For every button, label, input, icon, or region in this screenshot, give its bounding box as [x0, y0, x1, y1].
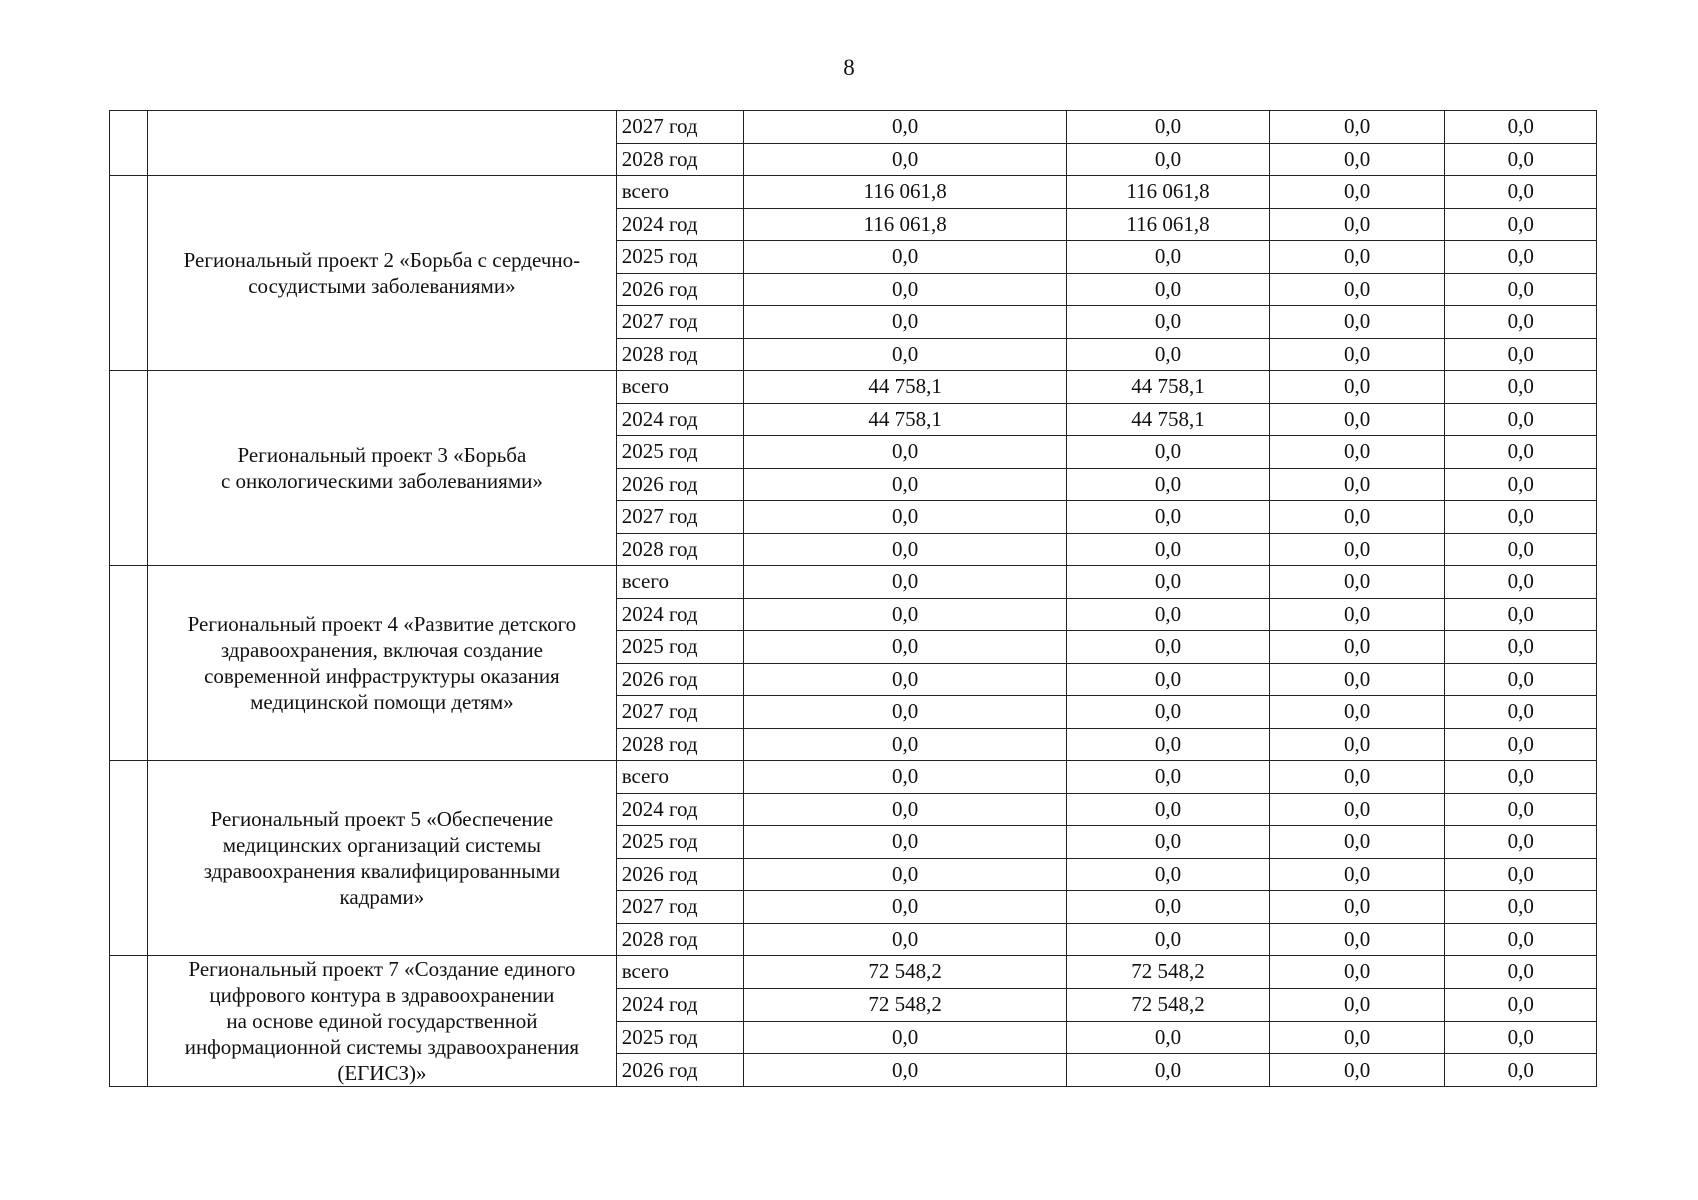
value-cell: 0,0 [1445, 143, 1597, 176]
table-row [110, 371, 1597, 404]
row-number-cell [110, 956, 148, 1087]
period-cell: 2027 год [616, 306, 743, 339]
value-cell: 0,0 [1269, 598, 1445, 631]
table-row [110, 566, 1597, 599]
value-cell: 0,0 [1067, 501, 1270, 534]
project-name-line: Региональный проект 5 «Обеспечение [210, 807, 554, 831]
value-cell: 0,0 [744, 338, 1067, 371]
value-cell: 0,0 [1269, 371, 1445, 404]
period-cell: всего [616, 956, 743, 989]
value-cell: 0,0 [1067, 663, 1270, 696]
value-cell: 0,0 [1445, 826, 1597, 859]
period-cell: 2026 год [616, 1054, 743, 1087]
value-cell: 0,0 [1269, 728, 1445, 761]
project-name-cell [148, 566, 617, 761]
value-cell: 0,0 [1445, 923, 1597, 956]
value-cell: 0,0 [1067, 306, 1270, 339]
value-cell: 0,0 [744, 728, 1067, 761]
value-cell: 0,0 [1269, 241, 1445, 274]
project-name-cell [148, 761, 617, 956]
value-cell: 0,0 [1269, 501, 1445, 534]
period-cell: всего [616, 566, 743, 599]
value-cell: 0,0 [1269, 663, 1445, 696]
value-cell: 0,0 [1269, 891, 1445, 924]
value-cell: 0,0 [1445, 176, 1597, 209]
period-cell: 2024 год [616, 793, 743, 826]
value-cell: 116 061,8 [744, 176, 1067, 209]
value-cell: 0,0 [1445, 793, 1597, 826]
project-name-line: (ЕГИСЗ)» [337, 1061, 427, 1085]
table-row [110, 761, 1597, 794]
value-cell: 0,0 [1445, 436, 1597, 469]
value-cell: 0,0 [1445, 1054, 1597, 1087]
period-cell: 2026 год [616, 663, 743, 696]
table-row [110, 111, 1597, 144]
value-cell: 44 758,1 [1067, 403, 1270, 436]
row-number-cell [110, 371, 148, 566]
project-name-line: с онкологическими заболеваниями» [220, 469, 543, 493]
value-cell: 0,0 [1269, 793, 1445, 826]
value-cell: 0,0 [1067, 436, 1270, 469]
project-name-cell [148, 956, 617, 1087]
value-cell: 0,0 [1067, 338, 1270, 371]
period-cell: 2028 год [616, 533, 743, 566]
table-row [110, 956, 1597, 989]
period-cell: 2028 год [616, 338, 743, 371]
value-cell: 0,0 [1067, 468, 1270, 501]
project-name-line: Региональный проект 2 «Борьба с сердечно- [183, 248, 581, 272]
value-cell: 0,0 [1067, 858, 1270, 891]
value-cell: 0,0 [744, 826, 1067, 859]
value-cell: 0,0 [1067, 1054, 1270, 1087]
period-cell: 2024 год [616, 403, 743, 436]
period-cell: 2027 год [616, 501, 743, 534]
period-cell: 2025 год [616, 826, 743, 859]
project-name-cell [148, 176, 617, 371]
period-cell: 2026 год [616, 273, 743, 306]
project-name-line: информационной системы здравоохранения [184, 1035, 580, 1059]
value-cell: 0,0 [744, 1021, 1067, 1054]
project-name-cell [148, 371, 617, 566]
period-cell: 2024 год [616, 598, 743, 631]
value-cell: 0,0 [1269, 176, 1445, 209]
project-name-line: здравоохранения квалифицированными [203, 859, 561, 883]
project-name-line: сосудистыми заболеваниями» [248, 274, 516, 298]
value-cell: 0,0 [1445, 533, 1597, 566]
value-cell: 0,0 [744, 501, 1067, 534]
value-cell: 0,0 [744, 858, 1067, 891]
value-cell: 0,0 [1269, 533, 1445, 566]
period-cell: 2027 год [616, 891, 743, 924]
period-cell: всего [616, 371, 743, 404]
value-cell: 0,0 [1067, 793, 1270, 826]
value-cell: 0,0 [1445, 306, 1597, 339]
project-name-line: медицинской помощи детям» [250, 690, 514, 714]
value-cell: 0,0 [744, 566, 1067, 599]
value-cell: 72 548,2 [1067, 956, 1270, 989]
value-cell: 0,0 [1067, 631, 1270, 664]
value-cell: 0,0 [1445, 403, 1597, 436]
value-cell: 0,0 [1445, 468, 1597, 501]
project-name-line: на основе единой государственной [226, 1009, 538, 1033]
project-name-line: здравоохранения, включая создание [220, 638, 543, 662]
value-cell: 0,0 [1067, 241, 1270, 274]
value-cell: 0,0 [1269, 468, 1445, 501]
value-cell: 0,0 [1269, 208, 1445, 241]
project-name [154, 806, 610, 910]
project-name-line: Региональный проект 3 «Борьба [237, 443, 527, 467]
value-cell: 0,0 [1445, 566, 1597, 599]
value-cell: 116 061,8 [1067, 208, 1270, 241]
value-cell: 0,0 [744, 1054, 1067, 1087]
row-number-cell [110, 761, 148, 956]
value-cell: 0,0 [1067, 1021, 1270, 1054]
value-cell: 0,0 [1067, 761, 1270, 794]
value-cell: 0,0 [744, 891, 1067, 924]
period-cell: 2025 год [616, 631, 743, 664]
value-cell: 0,0 [1269, 273, 1445, 306]
project-name-line: современной инфраструктуры оказания [204, 664, 560, 688]
value-cell: 0,0 [1445, 631, 1597, 664]
value-cell: 0,0 [744, 273, 1067, 306]
value-cell: 0,0 [1445, 858, 1597, 891]
period-cell: 2025 год [616, 241, 743, 274]
value-cell: 0,0 [744, 598, 1067, 631]
row-number-cell [110, 111, 148, 176]
value-cell: 0,0 [1445, 371, 1597, 404]
value-cell: 0,0 [1067, 728, 1270, 761]
value-cell: 0,0 [1445, 956, 1597, 989]
value-cell: 0,0 [1269, 566, 1445, 599]
value-cell: 0,0 [1445, 273, 1597, 306]
value-cell: 0,0 [1067, 923, 1270, 956]
value-cell: 0,0 [744, 436, 1067, 469]
value-cell: 0,0 [744, 631, 1067, 664]
value-cell: 0,0 [1269, 858, 1445, 891]
project-name [154, 956, 610, 1086]
value-cell: 0,0 [1067, 826, 1270, 859]
value-cell: 44 758,1 [744, 371, 1067, 404]
value-cell: 0,0 [1269, 696, 1445, 729]
value-cell: 0,0 [744, 468, 1067, 501]
value-cell: 0,0 [1445, 598, 1597, 631]
value-cell: 0,0 [744, 241, 1067, 274]
value-cell: 0,0 [1269, 436, 1445, 469]
period-cell: 2024 год [616, 208, 743, 241]
table-row [110, 176, 1597, 209]
project-name-line: цифрового контура в здравоохранении [209, 983, 555, 1007]
period-cell: всего [616, 176, 743, 209]
value-cell: 0,0 [1269, 988, 1445, 1021]
value-cell: 0,0 [1445, 988, 1597, 1021]
row-number-cell [110, 176, 148, 371]
value-cell: 0,0 [1067, 111, 1270, 144]
value-cell: 116 061,8 [1067, 176, 1270, 209]
value-cell: 0,0 [1269, 923, 1445, 956]
project-name-cell [148, 111, 617, 176]
value-cell: 0,0 [1445, 761, 1597, 794]
period-cell: 2028 год [616, 923, 743, 956]
value-cell: 0,0 [1269, 306, 1445, 339]
value-cell: 0,0 [1445, 241, 1597, 274]
value-cell: 0,0 [744, 923, 1067, 956]
period-cell: 2027 год [616, 111, 743, 144]
project-name [154, 247, 610, 299]
row-number-cell [110, 566, 148, 761]
period-cell: 2025 год [616, 1021, 743, 1054]
value-cell: 0,0 [744, 533, 1067, 566]
value-cell: 0,0 [744, 143, 1067, 176]
value-cell: 0,0 [1067, 273, 1270, 306]
value-cell: 0,0 [744, 761, 1067, 794]
value-cell: 0,0 [1445, 111, 1597, 144]
value-cell: 0,0 [1269, 761, 1445, 794]
value-cell: 0,0 [1067, 891, 1270, 924]
value-cell: 0,0 [1269, 1054, 1445, 1087]
project-name [154, 442, 610, 494]
value-cell: 0,0 [1269, 143, 1445, 176]
value-cell: 0,0 [1445, 1021, 1597, 1054]
period-cell: 2024 год [616, 988, 743, 1021]
funding-table [109, 110, 1597, 1087]
period-cell: всего [616, 761, 743, 794]
value-cell: 0,0 [1067, 566, 1270, 599]
value-cell: 0,0 [1269, 111, 1445, 144]
period-cell: 2027 год [616, 696, 743, 729]
project-name-line: медицинских организаций системы [222, 833, 542, 857]
page-number: 8 [843, 55, 855, 80]
value-cell: 0,0 [744, 111, 1067, 144]
value-cell: 0,0 [1269, 1021, 1445, 1054]
value-cell: 0,0 [1269, 403, 1445, 436]
value-cell: 0,0 [1445, 728, 1597, 761]
value-cell: 44 758,1 [744, 403, 1067, 436]
value-cell: 0,0 [1269, 338, 1445, 371]
value-cell: 0,0 [1067, 533, 1270, 566]
value-cell: 0,0 [1445, 501, 1597, 534]
value-cell: 44 758,1 [1067, 371, 1270, 404]
value-cell: 0,0 [1445, 696, 1597, 729]
value-cell: 0,0 [744, 663, 1067, 696]
project-name [154, 611, 610, 715]
value-cell: 0,0 [1445, 338, 1597, 371]
value-cell: 0,0 [1269, 956, 1445, 989]
project-name-line: кадрами» [339, 885, 425, 909]
value-cell: 0,0 [1445, 663, 1597, 696]
project-name-line: Региональный проект 7 «Создание единого [188, 957, 576, 981]
value-cell: 0,0 [1269, 631, 1445, 664]
value-cell: 0,0 [1067, 143, 1270, 176]
value-cell: 0,0 [744, 793, 1067, 826]
period-cell: 2028 год [616, 143, 743, 176]
period-cell: 2028 год [616, 728, 743, 761]
project-name-line: Региональный проект 4 «Развитие детского [187, 612, 577, 636]
value-cell: 116 061,8 [744, 208, 1067, 241]
period-cell: 2026 год [616, 858, 743, 891]
value-cell: 0,0 [1445, 208, 1597, 241]
value-cell: 0,0 [1269, 826, 1445, 859]
period-cell: 2025 год [616, 436, 743, 469]
value-cell: 72 548,2 [744, 988, 1067, 1021]
value-cell: 0,0 [744, 306, 1067, 339]
value-cell: 0,0 [744, 696, 1067, 729]
value-cell: 72 548,2 [1067, 988, 1270, 1021]
period-cell: 2026 год [616, 468, 743, 501]
value-cell: 0,0 [1445, 891, 1597, 924]
value-cell: 72 548,2 [744, 956, 1067, 989]
value-cell: 0,0 [1067, 598, 1270, 631]
value-cell: 0,0 [1067, 696, 1270, 729]
